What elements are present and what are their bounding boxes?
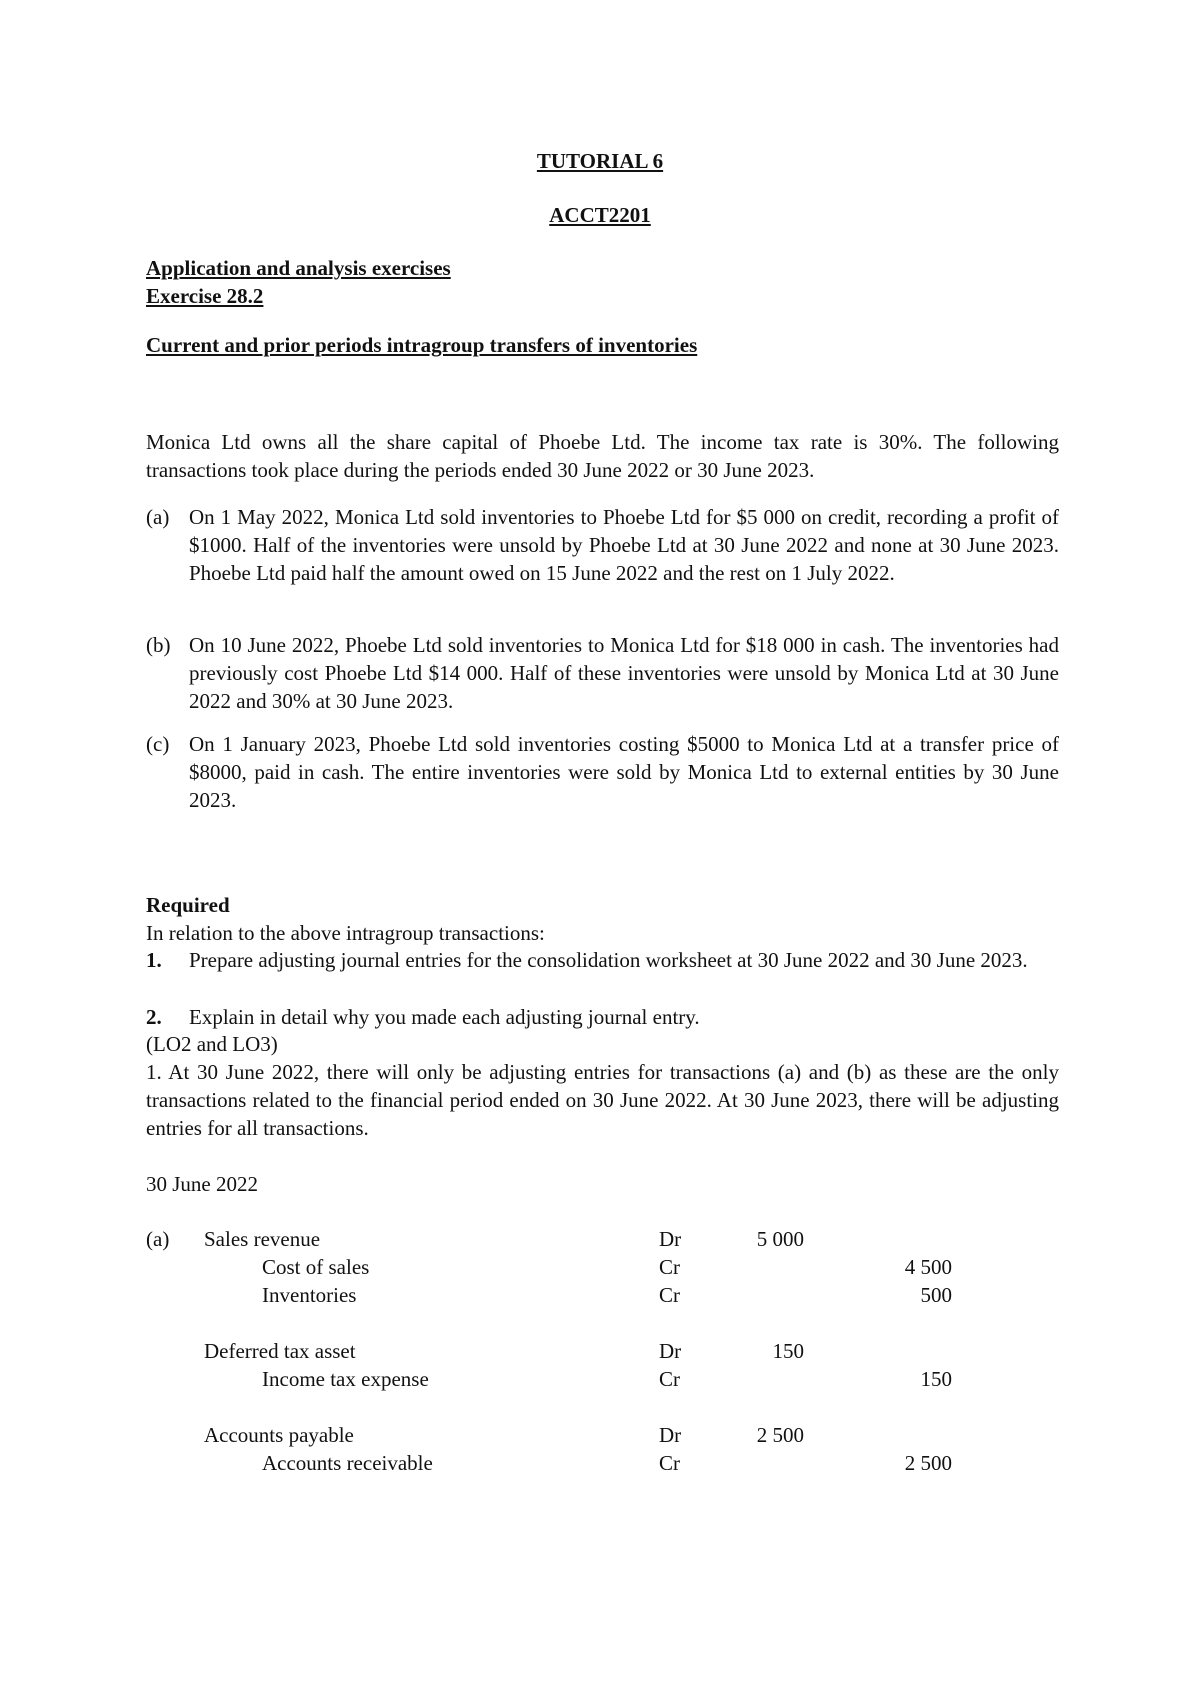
journal-credit-amount: 2 500: [904, 1451, 952, 1475]
required-item-2-text: Explain in detail why you made each adjusting journal entry.: [189, 1005, 700, 1029]
journal-date: 30 June 2022: [146, 1172, 258, 1196]
required-item-1-number: 1.: [146, 948, 162, 972]
journal-account: Cost of sales: [262, 1255, 370, 1279]
journal-side: Cr: [659, 1255, 680, 1279]
transaction-a-text: On 1 May 2022, Monica Ltd sold inventories to Phoebe Ltd for $5 000 on credit, recording a profit of $1000. Half of the inventories were unsold by Phoebe Ltd at 30 June 2022 and none at 30 June 2023. Phoebe Ltd paid half the amount owed on 15 June 2022 and the rest on 1 July 2022.: [189, 505, 1059, 585]
journal-debit-amount: 2 500: [756, 1423, 804, 1447]
journal-side: Dr: [659, 1339, 682, 1363]
transaction-b-label: (b): [146, 633, 171, 657]
transaction-c-text: On 1 January 2023, Phoebe Ltd sold inventories costing $5000 to Monica Ltd at a transfer price of $8000, paid in cash. The entire inventories were sold by Monica Ltd to external entities by 30 June 2023.: [189, 732, 1059, 812]
answer-paragraph: 1. At 30 June 2022, there will only be adjusting entries for transactions (a) and (b) as these are the only transactions related to the financial period ended on 30 June 2022. At 30 June 2023, there will be adjusting entries for all transactions.: [146, 1060, 1059, 1140]
journal-account: Deferred tax asset: [204, 1339, 356, 1363]
exercise-number: Exercise 28.2: [146, 284, 264, 308]
journal-side: Cr: [659, 1367, 680, 1391]
transaction-a-label: (a): [146, 505, 170, 529]
exercise-topic: Current and prior periods intragroup transfers of inventories: [146, 333, 698, 357]
required-item-1-text: Prepare adjusting journal entries for the consolidation worksheet at 30 June 2022 and 30 June 2023.: [189, 948, 1028, 972]
journal-credit-amount: 150: [920, 1367, 952, 1391]
journal-account: Accounts receivable: [262, 1451, 433, 1475]
transaction-b-text: On 10 June 2022, Phoebe Ltd sold inventories to Monica Ltd for $18 000 in cash. The inventories had previously cost Phoebe Ltd $14 000. Half of these inventories were unsold by Monica Ltd at 30 June 2022 and 30% at 30 June 2023.: [189, 633, 1059, 713]
journal-account: Sales revenue: [204, 1227, 321, 1251]
journal-debit-amount: 5 000: [756, 1227, 804, 1251]
journal-credit-amount: 4 500: [904, 1255, 952, 1279]
section-heading: Application and analysis exercises: [146, 256, 451, 280]
journal-label: (a): [146, 1227, 170, 1251]
journal-side: Dr: [659, 1227, 682, 1251]
journal-debit-amount: 150: [772, 1339, 804, 1363]
journal-credit-amount: 500: [920, 1283, 952, 1307]
course-code-text: ACCT2201: [549, 203, 651, 227]
tutorial-title: [0, 147, 1200, 175]
tutorial-title-text: TUTORIAL 6: [536, 149, 664, 173]
required-lead: In relation to the above intragroup transactions:: [146, 921, 545, 945]
course-code: [0, 201, 1200, 229]
journal-account: Income tax expense: [262, 1367, 429, 1391]
journal-side: Dr: [659, 1423, 682, 1447]
transaction-c-label: (c): [146, 732, 170, 756]
journal-side: Cr: [659, 1451, 680, 1475]
learning-outcomes: (LO2 and LO3): [146, 1032, 278, 1056]
journal-account: Inventories: [262, 1283, 357, 1307]
required-item-2-number: 2.: [146, 1005, 162, 1029]
journal-account: Accounts payable: [204, 1423, 354, 1447]
journal-side: Cr: [659, 1283, 680, 1307]
intro-paragraph: Monica Ltd owns all the share capital of Phoebe Ltd. The income tax rate is 30%. The following transactions took place during the periods ended 30 June 2022 or 30 June 2023.: [146, 430, 1059, 482]
required-heading: Required: [146, 893, 230, 917]
